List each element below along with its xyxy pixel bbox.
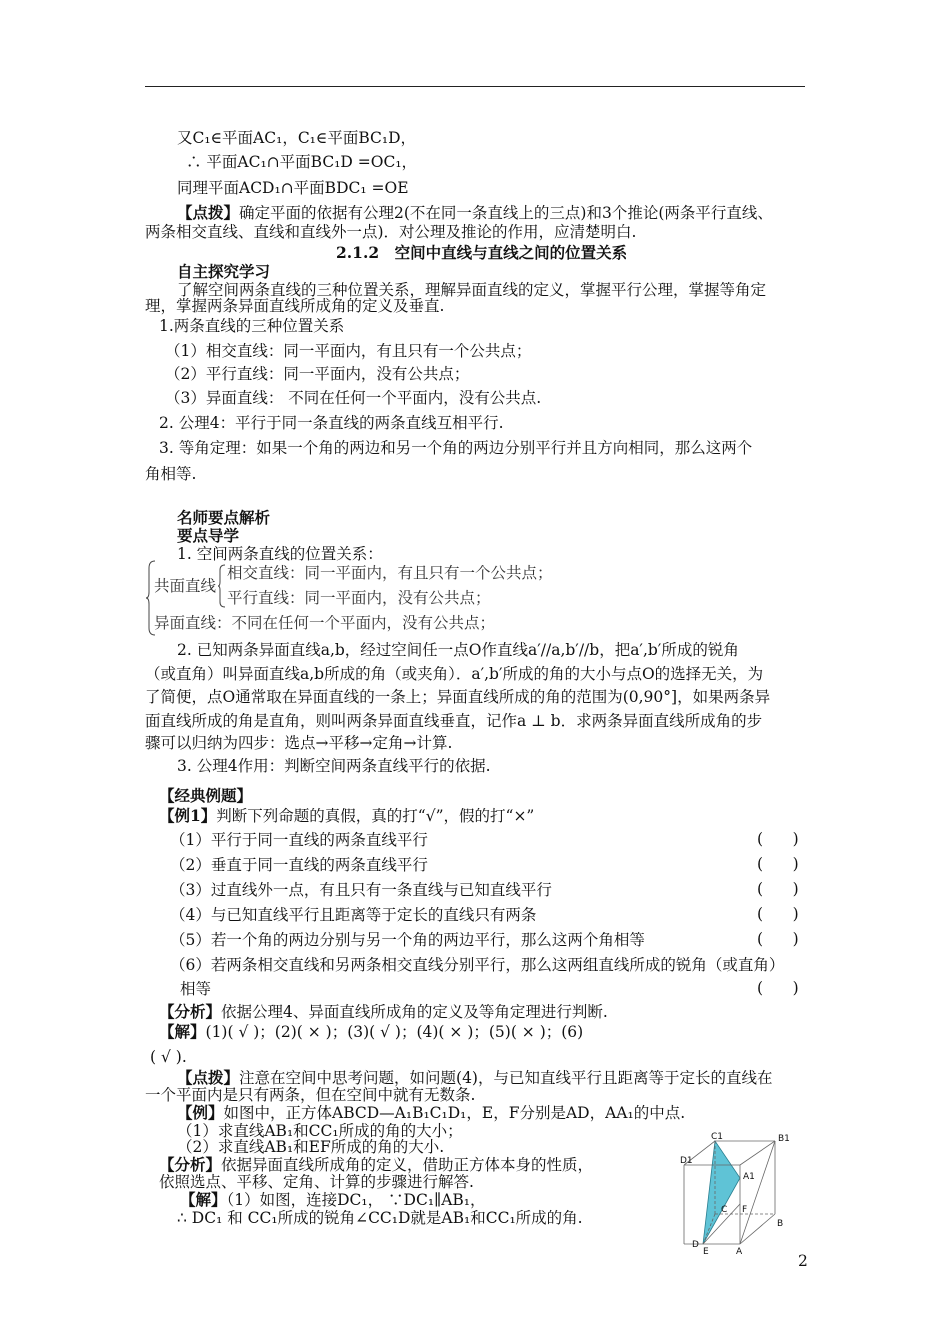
text: 依据异面直线所成角的定义，借助正方体本身的性质， xyxy=(221,1156,594,1174)
answer-paren: ( ) xyxy=(757,979,799,997)
tag: 【解】 xyxy=(180,1190,227,1209)
text-line xyxy=(159,806,534,826)
text: 确定平面的依据有公理2(不在同一条直线上的三点)和3个推论(两条平行直线、 xyxy=(239,204,773,222)
text-line: 1.两条直线的三种位置关系 xyxy=(159,317,345,335)
vertex-label: D1 xyxy=(680,1156,693,1166)
heading: 要点导学 xyxy=(177,526,240,545)
text-line: 了解空间两条直线的三种位置关系，理解异面直线的定义，掌握平行公理，掌握等角定 xyxy=(177,281,767,299)
text: 如图中，正方体ABCD—A₁B₁C₁D₁，E，F分别是AD，AA₁的中点. xyxy=(223,1104,686,1122)
cube-figure xyxy=(680,1132,800,1256)
text: 依据公理4、异面直线所成角的定义及等角定理进行判断. xyxy=(221,1003,608,1021)
tag: 【点拨】 xyxy=(177,203,240,222)
answer-paren: ( ) xyxy=(757,930,799,948)
question-item: （3）过直线外一点，有且只有一条直线与已知直线平行 xyxy=(170,881,552,899)
text-line: 1. 空间两条直线的位置关系： xyxy=(177,545,383,563)
text: (1)( √ )；(2)( × )；(3)( √ )；(4)( × )；(5)( × )；(6) xyxy=(205,1023,584,1041)
brace-item: 异面直线：不同在任何一个平面内，没有公共点； xyxy=(154,614,496,632)
coplanar-label: 共面直线 xyxy=(154,577,217,595)
text-line: 角相等. xyxy=(145,465,197,483)
header-rule xyxy=(145,86,805,87)
text-line xyxy=(159,1002,608,1022)
tag: 【例】 xyxy=(177,1103,224,1122)
text-line: 理，掌握两条异面直线所成角的定义及垂直. xyxy=(145,297,445,315)
brace-item: 平行直线：同一平面内，没有公共点； xyxy=(227,589,491,607)
section-title: 2.1.2 空间中直线与直线之间的位置关系 xyxy=(336,243,628,262)
text-line: 一个平面内是只有两条，但在空间中就有无数条. xyxy=(145,1086,476,1104)
text-line xyxy=(177,203,773,223)
question-item: 相等 xyxy=(180,980,212,998)
text-line: 两条相交直线、直线和直线外一点)．对公理及推论的作用，应清楚明白. xyxy=(145,223,637,241)
vertex-label: D xyxy=(692,1240,699,1250)
question-item: （4）与已知直线平行且距离等于定长的直线只有两条 xyxy=(170,906,537,924)
text-line: （或直角）叫异面直线a,b所成的角（或夹角）．a′,b′所成的角的大小与点O的选择无关，为 xyxy=(145,665,764,683)
vertex-label: E xyxy=(703,1247,709,1256)
text-line: （2）求直线AB₁和EF所成的角的大小. xyxy=(177,1138,445,1156)
heading: 名师要点解析 xyxy=(177,508,271,527)
vertex-label: C1 xyxy=(711,1132,724,1142)
text-line xyxy=(159,1022,583,1042)
vertex-label: A xyxy=(736,1247,743,1256)
answer-paren: ( ) xyxy=(757,830,799,848)
text-line: 又C₁∈平面AC₁，C₁∈平面BC₁D， xyxy=(177,129,417,147)
brace-item: 相交直线：同一平面内，有且只有一个公共点； xyxy=(227,564,553,582)
text-line: （3）异面直线： 不同在任何一个平面内，没有公共点. xyxy=(165,389,542,407)
question-item: （6）若两条相交直线和另两条相交直线分别平行，那么这两组直线所成的锐角（或直角） xyxy=(170,956,785,974)
inner-brace-icon xyxy=(218,564,226,608)
text-line: ∴ DC₁ 和 CC₁所成的锐角∠CC₁D就是AB₁和CC₁所成的角. xyxy=(177,1209,583,1227)
vertex-label: F xyxy=(742,1205,748,1215)
page-number: 2 xyxy=(798,1252,808,1270)
text-line: （2）平行直线：同一平面内，没有公共点； xyxy=(165,365,470,383)
text-line: 面直线所成的角是直角，则叫两条异面直线垂直，记作a ⊥ b．求两条异面直线所成角的步 xyxy=(145,712,763,730)
tag: 【分析】 xyxy=(159,1155,222,1174)
answer-paren: ( ) xyxy=(757,905,799,923)
question-item: （1）平行于同一直线的两条直线平行 xyxy=(170,831,428,849)
answer-paren: ( ) xyxy=(757,880,799,898)
text-line: 2. 已知两条异面直线a,b，经过空间任一点O作直线a′//a,b′//b，把a′,b′所成的锐角 xyxy=(177,641,739,659)
text-line: 2. 公理4：平行于同一条直线的两条直线互相平行. xyxy=(159,414,504,432)
vertex-label: C xyxy=(721,1205,728,1215)
text-line: 骤可以归纳为四步：选点→平移→定角→计算. xyxy=(145,734,453,752)
vertex-label: B1 xyxy=(778,1134,790,1144)
question-item: （2）垂直于同一直线的两条直线平行 xyxy=(170,856,428,874)
text-line: 3. 公理4作用：判断空间两条直线平行的依据. xyxy=(177,757,491,775)
vertex-label: A1 xyxy=(743,1172,755,1182)
text-line: ∴ 平面AC₁∩平面BC₁D =OC₁， xyxy=(186,153,418,171)
text-line: （1）求直线AB₁和CC₁所成的角的大小； xyxy=(177,1122,463,1140)
tag: 【分析】 xyxy=(159,1002,222,1021)
text-line: （1）相交直线：同一平面内，有且只有一个公共点； xyxy=(165,342,532,360)
text: （1）如图，连接DC₁， ∵DC₁∥AB₁， xyxy=(226,1191,486,1209)
text-line: 了简便，点O通常取在异面直线的一条上；异面直线所成的角的范围为(0,90°]，如果两条异 xyxy=(145,688,771,706)
text-line: 3. 等角定理：如果一个角的两边和另一个角的两边分别平行并且方向相同，那么这两个 xyxy=(159,439,753,457)
answer-paren: ( ) xyxy=(757,855,799,873)
heading: 【经典例题】 xyxy=(159,786,253,805)
tag: 【例1】 xyxy=(159,806,217,825)
text-line xyxy=(177,1103,685,1123)
text-line: 依照选点、平移、定角、计算的步骤进行解答. xyxy=(159,1173,474,1191)
tag: 【解】 xyxy=(159,1022,206,1041)
text-line: 同理平面ACD₁∩平面BDC₁ =OE xyxy=(177,179,409,197)
tag: 【点拨】 xyxy=(177,1068,240,1087)
text-line: ( √ ). xyxy=(150,1048,187,1066)
text: 判断下列命题的真假，真的打“√”，假的打“×” xyxy=(216,807,535,825)
shaded-triangle xyxy=(703,1141,740,1244)
heading: 自主探究学习 xyxy=(177,262,271,281)
text: 注意在空间中思考问题，如问题(4)，与已知直线平行且距离等于定长的直线在 xyxy=(239,1069,773,1087)
text-line xyxy=(180,1190,486,1210)
vertex-label: B xyxy=(777,1219,784,1229)
question-item: （5）若一个角的两边分别与另一个角的两边平行，那么这两个角相等 xyxy=(170,931,645,949)
